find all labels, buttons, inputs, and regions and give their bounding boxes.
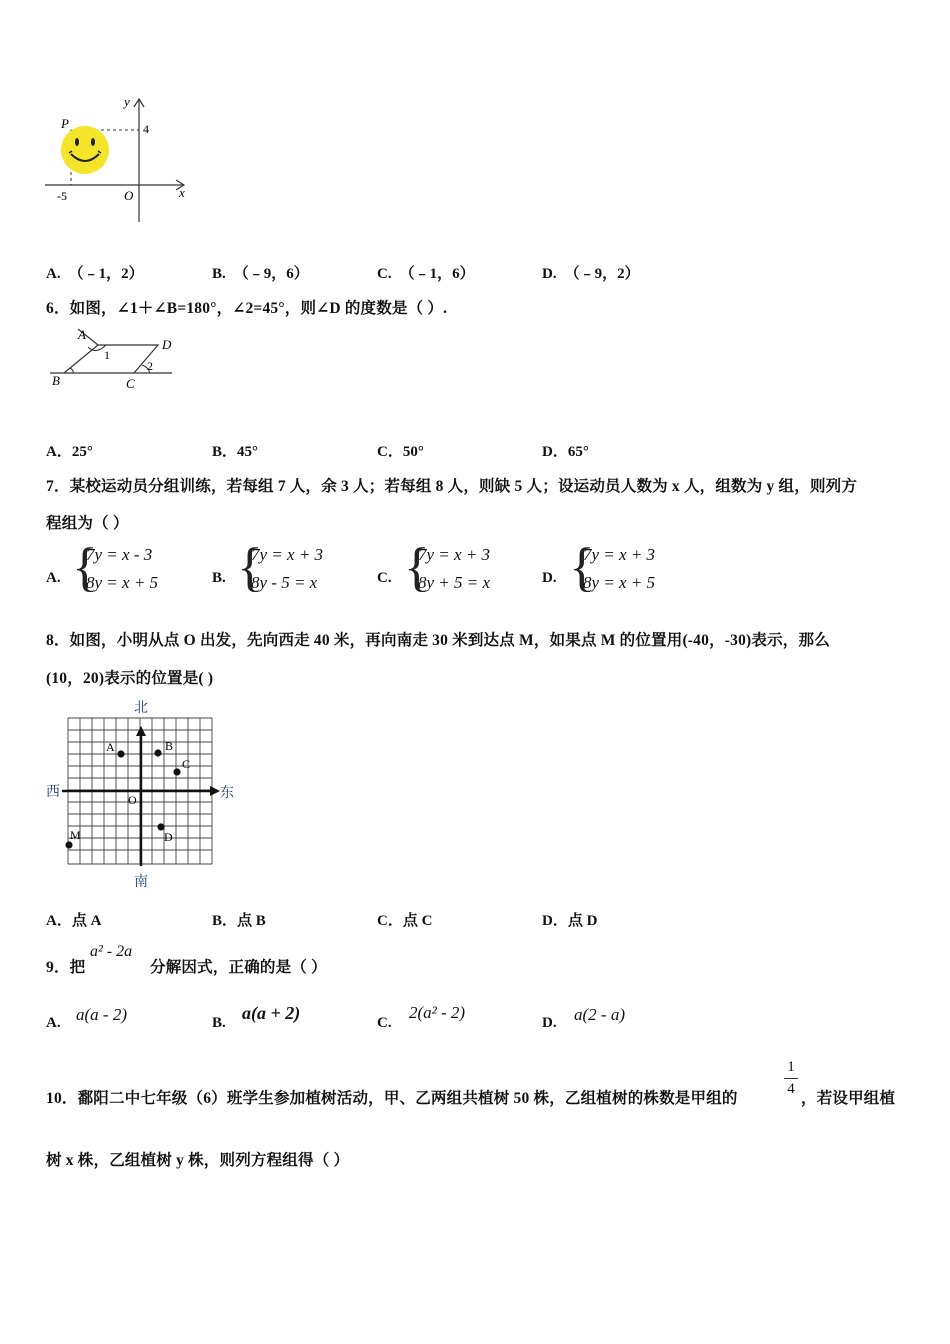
option-letter: A． <box>46 913 72 929</box>
label-c: C <box>182 757 191 771</box>
q9-option-a-value: a(a - 2) <box>76 1005 127 1024</box>
q5-option-a <box>46 262 144 283</box>
label-west: 西 <box>46 785 60 800</box>
label-east: 东 <box>220 786 234 801</box>
option-letter: D. <box>542 570 557 586</box>
q6-option-d <box>542 440 589 461</box>
option-value: 点 A <box>71 913 102 929</box>
coordinate-figure-q5 <box>40 90 200 230</box>
label-b: B <box>165 739 174 753</box>
system-brace: { <box>237 537 263 597</box>
question-9-suffix: 分解因式，正确的是（ ） <box>150 959 327 976</box>
option-letter: B. <box>212 266 226 282</box>
label-2: 2 <box>147 359 153 373</box>
option-letter: A． <box>46 444 72 460</box>
system-brace: { <box>404 537 430 597</box>
option-letter: D． <box>542 913 568 929</box>
q9-option-c-value: 2(a² - 2) <box>409 1003 466 1022</box>
q6-option-b <box>212 440 258 461</box>
option-letter: C. <box>377 266 392 282</box>
q9-option-d-letter: D. <box>542 1015 557 1031</box>
question-8-line-2: (10，20)表示的位置是( ) <box>46 670 214 687</box>
point-c <box>173 768 180 775</box>
q5-option-b <box>212 262 309 283</box>
q6-option-c <box>377 440 424 461</box>
label-d: D <box>164 830 173 844</box>
option-letter: C． <box>377 444 403 460</box>
smiley-face-icon <box>61 126 109 174</box>
label-m: M <box>70 828 81 842</box>
equation-1: 7y = x + 3 <box>418 545 491 564</box>
east-arrow <box>210 786 220 796</box>
option-value: 点 B <box>237 913 266 929</box>
q5-option-c <box>377 262 475 283</box>
question-10-line-1-start: 10．鄱阳二中七年级（6）班学生参加植树活动，甲、乙两组共植树 50 株，乙组植树的株数是甲组的 <box>46 1090 738 1107</box>
label-4: 4 <box>143 122 149 136</box>
option-value: 45° <box>237 444 259 460</box>
q6-option-a <box>46 440 93 461</box>
label-o: O <box>128 793 137 807</box>
label-north: 北 <box>134 701 148 716</box>
question-9-expression: a² - 2a <box>90 943 133 960</box>
label-a: A <box>106 740 115 754</box>
equation-2: 8y = x + 5 <box>86 573 159 592</box>
angle-b-arc <box>70 368 73 373</box>
option-letter: B. <box>212 570 226 586</box>
option-value: 65° <box>567 444 589 460</box>
fraction-numerator: 1 <box>787 1059 795 1075</box>
point-a <box>117 750 124 757</box>
option-value: 点 C <box>402 913 433 929</box>
fraction-denominator: 4 <box>787 1081 795 1097</box>
question-10-line-2: 树 x 株，乙组植树 y 株，则列方程组得（ ） <box>46 1152 350 1169</box>
option-value: （﹣1，6） <box>399 266 475 282</box>
label-south: 南 <box>134 875 148 890</box>
question-7-line-2: 程组为（ ） <box>46 515 129 532</box>
q8-option-c <box>377 909 432 930</box>
grid-map-figure-q8 <box>44 694 244 894</box>
north-arrow <box>136 726 146 736</box>
option-value: （﹣9，2） <box>564 266 640 282</box>
equation-1: 7y = x - 3 <box>86 545 153 564</box>
option-letter: B． <box>212 913 238 929</box>
option-letter: A. <box>46 570 61 586</box>
label-c: C <box>126 376 135 391</box>
label-1: 1 <box>104 348 110 362</box>
q8-option-b <box>212 909 266 930</box>
system-brace: { <box>72 537 98 597</box>
q9-option-c-letter: C. <box>377 1015 392 1031</box>
option-value: 25° <box>71 444 93 460</box>
equation-2: 8y = x + 5 <box>583 573 656 592</box>
option-value: 50° <box>402 444 424 460</box>
option-value: （﹣1，2） <box>68 266 144 282</box>
q9-option-b-value: a(a + 2) <box>242 1003 301 1023</box>
fraction-one-quarter <box>784 1059 798 1098</box>
equation-2: 8y + 5 = x <box>418 573 491 592</box>
q8-option-d <box>542 909 597 930</box>
question-8-line-1: 8．如图，小明从点 O 出发，先向西走 40 米，再向南走 30 米到达点 M，如果点 M 的位置用(-40，-30)表示，那么 <box>46 632 830 649</box>
option-letter: C. <box>377 570 392 586</box>
q9-option-d-value: a(2 - a) <box>574 1005 625 1024</box>
q8-option-a <box>46 909 101 930</box>
option-letter: D． <box>542 444 568 460</box>
label-p: P <box>61 116 69 131</box>
option-letter: C． <box>377 913 403 929</box>
q9-option-a-letter: A. <box>46 1015 61 1031</box>
question-6-text: 6．如图，∠1＋∠B=180°，∠2=45°，则∠D 的度数是（ ）. <box>46 300 448 317</box>
point-b <box>154 749 161 756</box>
label-x: x <box>179 185 185 200</box>
label-minus5: -5 <box>57 189 67 203</box>
question-10-line-1-end: ，若设甲组植 <box>801 1090 896 1107</box>
label-d: D <box>162 337 172 352</box>
parallelogram-figure-q6 <box>48 325 178 395</box>
parallelogram-shape <box>64 345 158 373</box>
label-a: A <box>78 327 86 342</box>
equation-2: 8y - 5 = x <box>251 573 318 592</box>
equation-1: 7y = x + 3 <box>251 545 324 564</box>
q9-option-b-letter: B. <box>212 1015 226 1031</box>
option-letter: A. <box>46 266 61 282</box>
label-o: O <box>124 188 134 203</box>
option-value: （﹣9，6） <box>233 266 309 282</box>
label-b: B <box>52 373 60 388</box>
question-7-line-1: 7．某校运动员分组训练，若每组 7 人，余 3 人；若每组 8 人，则缺 5 人；设运动员人数为 x 人，组数为 y 组，则列方 <box>46 478 858 495</box>
label-y: y <box>124 94 130 109</box>
question-9-prefix: 9．把 <box>46 959 86 976</box>
point-m <box>65 841 72 848</box>
option-letter: B． <box>212 444 238 460</box>
q5-option-d <box>542 262 640 283</box>
system-brace: { <box>569 537 595 597</box>
option-value: 点 D <box>567 913 598 929</box>
option-letter: D. <box>542 266 557 282</box>
equation-1: 7y = x + 3 <box>583 545 656 564</box>
